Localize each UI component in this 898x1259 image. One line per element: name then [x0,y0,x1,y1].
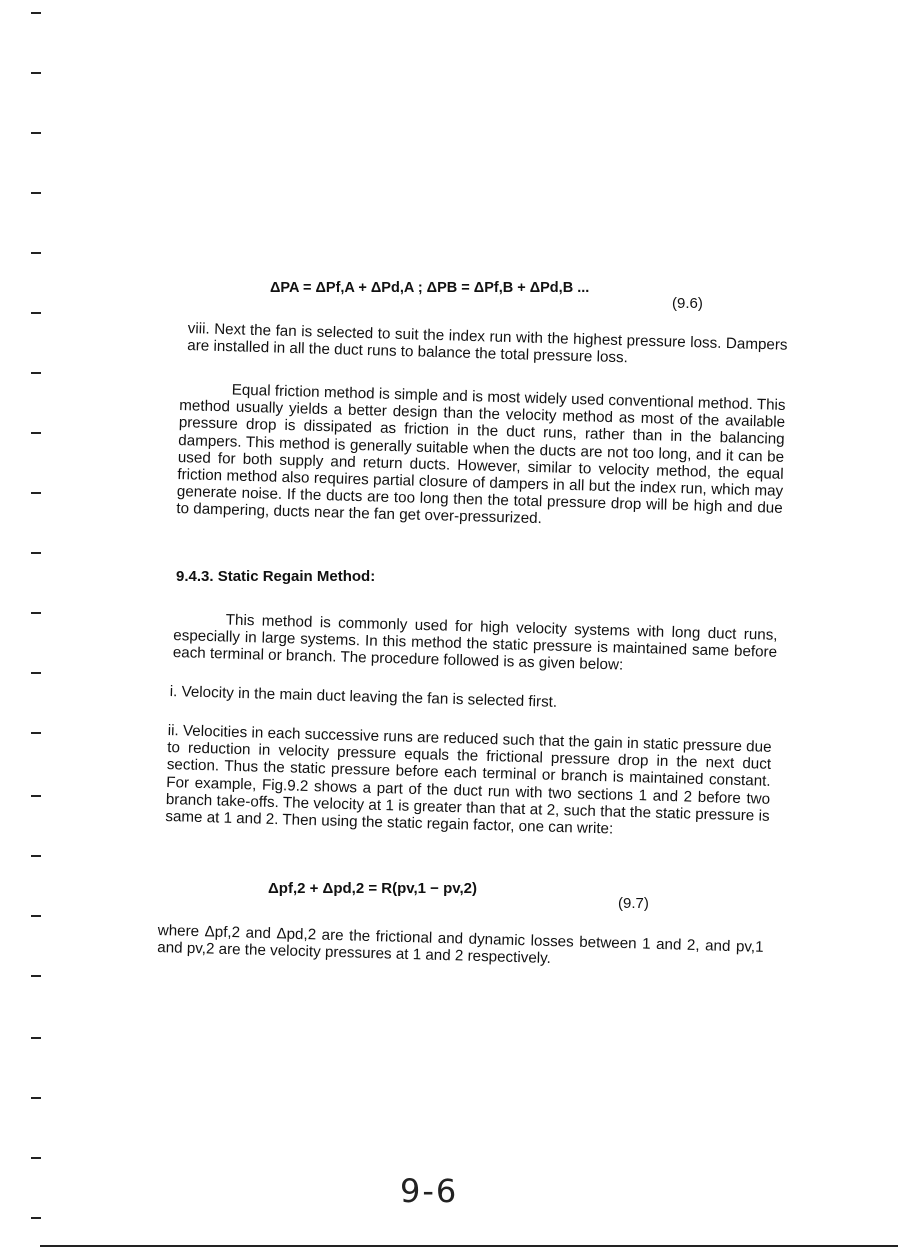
equal-friction-paragraph [176,380,786,534]
page-number: 9-6 [400,1172,459,1210]
margin-tick [31,72,41,74]
static-regain-intro-text: This method is commonly used for high velocity systems with long duct runs, especially in large systems. In this method the static pressure is maintained same before each terminal or branch. The procedure followed is as given below: [172,611,778,674]
margin-tick [31,855,41,857]
margin-tick [31,372,41,374]
step-ii-paragraph [165,722,772,842]
margin-tick [31,132,41,134]
margin-tick [31,12,41,14]
margin-tick [31,252,41,254]
margin-tick [31,795,41,797]
margin-tick [31,1037,41,1039]
step-i-paragraph [170,683,610,712]
margin-tick [31,1157,41,1159]
margin-tick [31,192,41,194]
equal-friction-text: Equal friction method is simple and is most widely used conventional method. This method usually yields a better design than the velocity method as most of the available pressure drop is dissipated as friction in the duct runs, rather than in the balancing dampers. This method is generally suitable when the ducts are not too long, and it can be used for both supply and return ducts. However, similar to velocity method, the equal friction method also requires partial closure of dampers in all but the index run, which may generate noise. If the ducts are too long then the total pressure drop will be high and due to dampering, ducts near the fan get over-pressurized. [176,381,786,528]
equation-9-6: ΔPA = ΔPf,A + ΔPd,A ; ΔPB = ΔPf,B + ΔPd,B ... [270,280,590,296]
equation-number-9-6: (9.6) [672,295,703,312]
margin-tick [31,1097,41,1099]
section-heading: 9.4.3. Static Regain Method: [176,568,376,585]
where-clause-paragraph [157,922,764,973]
margin-tick [31,672,41,674]
step-viii-paragraph [187,320,788,371]
where-clause-text: where Δpf,2 and Δpd,2 are the frictional and dynamic losses between 1 and 2, and pv,1 and pv,2 are the velocity pressures at 1 and 2 respectively. [157,922,764,968]
static-regain-intro-paragraph [173,610,778,678]
step-ii-text: ii. Velocities in each successive runs are reduced such that the gain in static pressure due to reduction in velocity pressure equals the frictional pressure drop in the next duct section. Thus the static pressure before each terminal or branch is maintained constant. For example, Fig.9.2 shows a part of the duct run with two sections 1 and 2 before two branch take-offs. The velocity at 1 is greater than that at 2, such that the static pressure is same at 1 and 2. Then using the static regain factor, one can write: [165,722,772,838]
step-i-text: i. Velocity in the main duct leaving the fan is selected first. [169,683,558,711]
equation-number-9-7: (9.7) [618,895,649,912]
step-viii-text: viii. Next the fan is selected to suit the index run with the highest pressure loss. Dampers are installed in all the duct runs to balance the total pressure loss. [187,320,788,367]
margin-tick [31,492,41,494]
margin-tick [31,732,41,734]
margin-tick [31,915,41,917]
equation-9-7: Δpf,2 + Δpd,2 = R(pv,1 − pv,2) [268,880,477,897]
margin-tick [31,552,41,554]
margin-tick [31,1217,41,1219]
margin-tick [31,975,41,977]
margin-tick [31,612,41,614]
margin-tick [31,432,41,434]
margin-tick [31,312,41,314]
bottom-rule [40,1245,898,1247]
